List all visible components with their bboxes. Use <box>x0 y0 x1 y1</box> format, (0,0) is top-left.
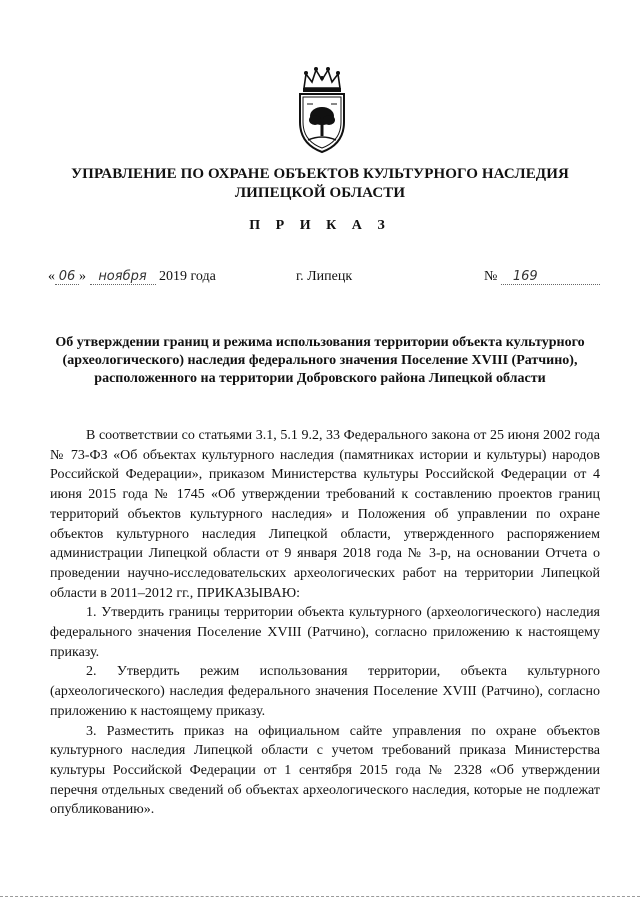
paragraph-item-3: 3. Разместить приказ на официальном сайте управления по охране объектов культурного наследия Липецкой области с учетом требований приказа Министерства культуры Российской Федерации от 1 сентября 2015 года № 2328 «Об утверждении перечня отдельных сведений об объектах археологического наследия, которые не подлежат опубликованию». <box>50 723 600 818</box>
order-number <box>484 268 600 286</box>
date-year: 2019 года <box>159 269 216 284</box>
number-sign: № <box>484 269 498 284</box>
coat-of-arms-icon <box>294 66 350 154</box>
order-date <box>48 268 216 286</box>
order-city: г. Липецк <box>296 269 353 284</box>
quote-open: « <box>48 269 55 284</box>
date-month: ноября <box>90 270 156 285</box>
paragraph-item-1: 1. Утвердить границы территории объекта культурного (археологического) наследия федерального значения Поселение XVIII (Ратчино), согласно приложению к настоящему приказу. <box>50 605 600 660</box>
number-value: 169 <box>501 270 600 285</box>
paragraph-preamble: В соответствии со статьями 3.1, 5.1 9.2, 33 Федерального закона от 25 июня 2002 года № 73-ФЗ «Об объектах культурного наследия (памятниках истории и культуры) народов Российской Федерации», приказом Министерства культуры Российской Федерации от 4 июня 2015 года № 1745 «Об утверждении требований к составлению проектов границ территорий объектов культурного наследия» и Положения об управлении по охране объектов культурного наследия Липецкой области, утвержденного распоряжением администрации Липецкой области от 9 января 2018 года № 3-р, на основании Отчета о проведении научно-исследовательских археологических работ на территории Липецкой области в 2011–2012 гг., ПРИКАЗЫВАЮ: <box>50 428 600 601</box>
order-heading: П Р И К А З <box>249 218 391 233</box>
organization-name: УПРАВЛЕНИЕ ПО ОХРАНЕ ОБЪЕКТОВ КУЛЬТУРНОГО НАСЛЕДИЯ <box>71 166 569 182</box>
document-body <box>50 426 600 820</box>
page-bottom-divider <box>0 896 640 897</box>
quote-close: » <box>79 269 86 284</box>
paragraph-item-2: 2. Утвердить режим использования территории, объекта культурного (археологического) наследия федерального значения Поселение XVIII (Ратчино), согласно приложению к настоящему приказу. <box>50 664 600 719</box>
organization-region: ЛИПЕЦКОЙ ОБЛАСТИ <box>234 185 406 201</box>
date-day: 06 <box>55 270 79 285</box>
document-title: Об утверждении границ и режима использования территории объекта культурного (археологического) наследия федерального значения Поселение XVIII (Ратчино), расположенного на территории Добровского района Липецкой области <box>55 335 585 386</box>
